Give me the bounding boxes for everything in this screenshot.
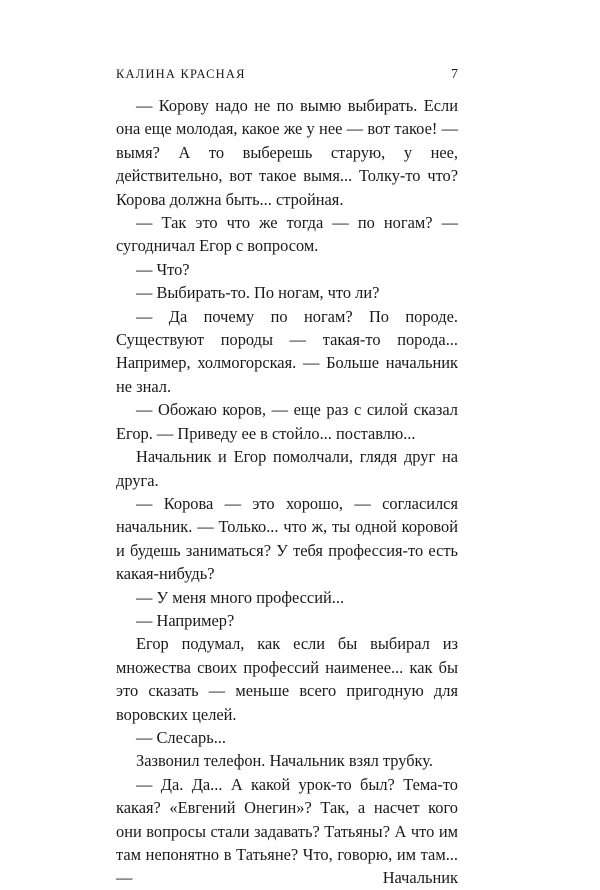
paragraph: Егор подумал, как если бы выбирал из множества своих профессий наименее... как бы это сказать — меньше всего пригодную для воровских целей.	[116, 634, 458, 724]
paragraph: Начальник и Егор помолчали, глядя друг на друга.	[116, 447, 458, 490]
paragraph: — Например?	[136, 610, 235, 630]
paragraph: — Да. Да... А какой урок-то был? Тема-то какая? «Евгений Онегин»? Так, а насчет кого они вопросы стали задавать? Татьяны? А что им там непонятно в Татьяне? Что, говорю, им там... — Начальник	[116, 774, 458, 888]
page-header	[116, 67, 458, 83]
paragraph: — Так это что же тогда — по ногам? — сугодничал Егор с вопросом.	[116, 213, 458, 256]
paragraph: — Выбирать-то. По ногам, что ли?	[136, 283, 380, 303]
paragraph: — Слесарь...	[136, 727, 226, 747]
paragraph: — У меня много профессий...	[136, 587, 345, 607]
paragraph: Зазвонил телефон. Начальник взял трубку.	[136, 751, 433, 771]
paragraph: — Что?	[136, 259, 190, 279]
book-text	[116, 94, 458, 890]
paragraph: — Корову надо не по вымю выбирать. Если она еще молодая, какое же у нее — вот такое! — вымя? А то выберешь старую, у нее, действительно, вот такое вымя... Толку-то что? Корова должна быть... стройная.	[116, 96, 458, 209]
paragraph: — Корова — это хорошо, — согласился начальник. — Только... что ж, ты одной коровой и будешь заниматься? У тебя профессия-то есть какая-нибудь?	[116, 493, 458, 584]
running-title: КАЛИНА КРАСНАЯ	[116, 67, 246, 81]
page-number: 7	[451, 67, 458, 82]
paragraph: — Да почему по ногам? По породе. Существуют породы — такая-то порода... Например, холмогорская. — Больше начальник не знал.	[116, 306, 458, 396]
paragraph: — Обожаю коров, — еще раз с силой сказал Егор. — Приведу ее в стойло... поставлю...	[116, 400, 458, 443]
